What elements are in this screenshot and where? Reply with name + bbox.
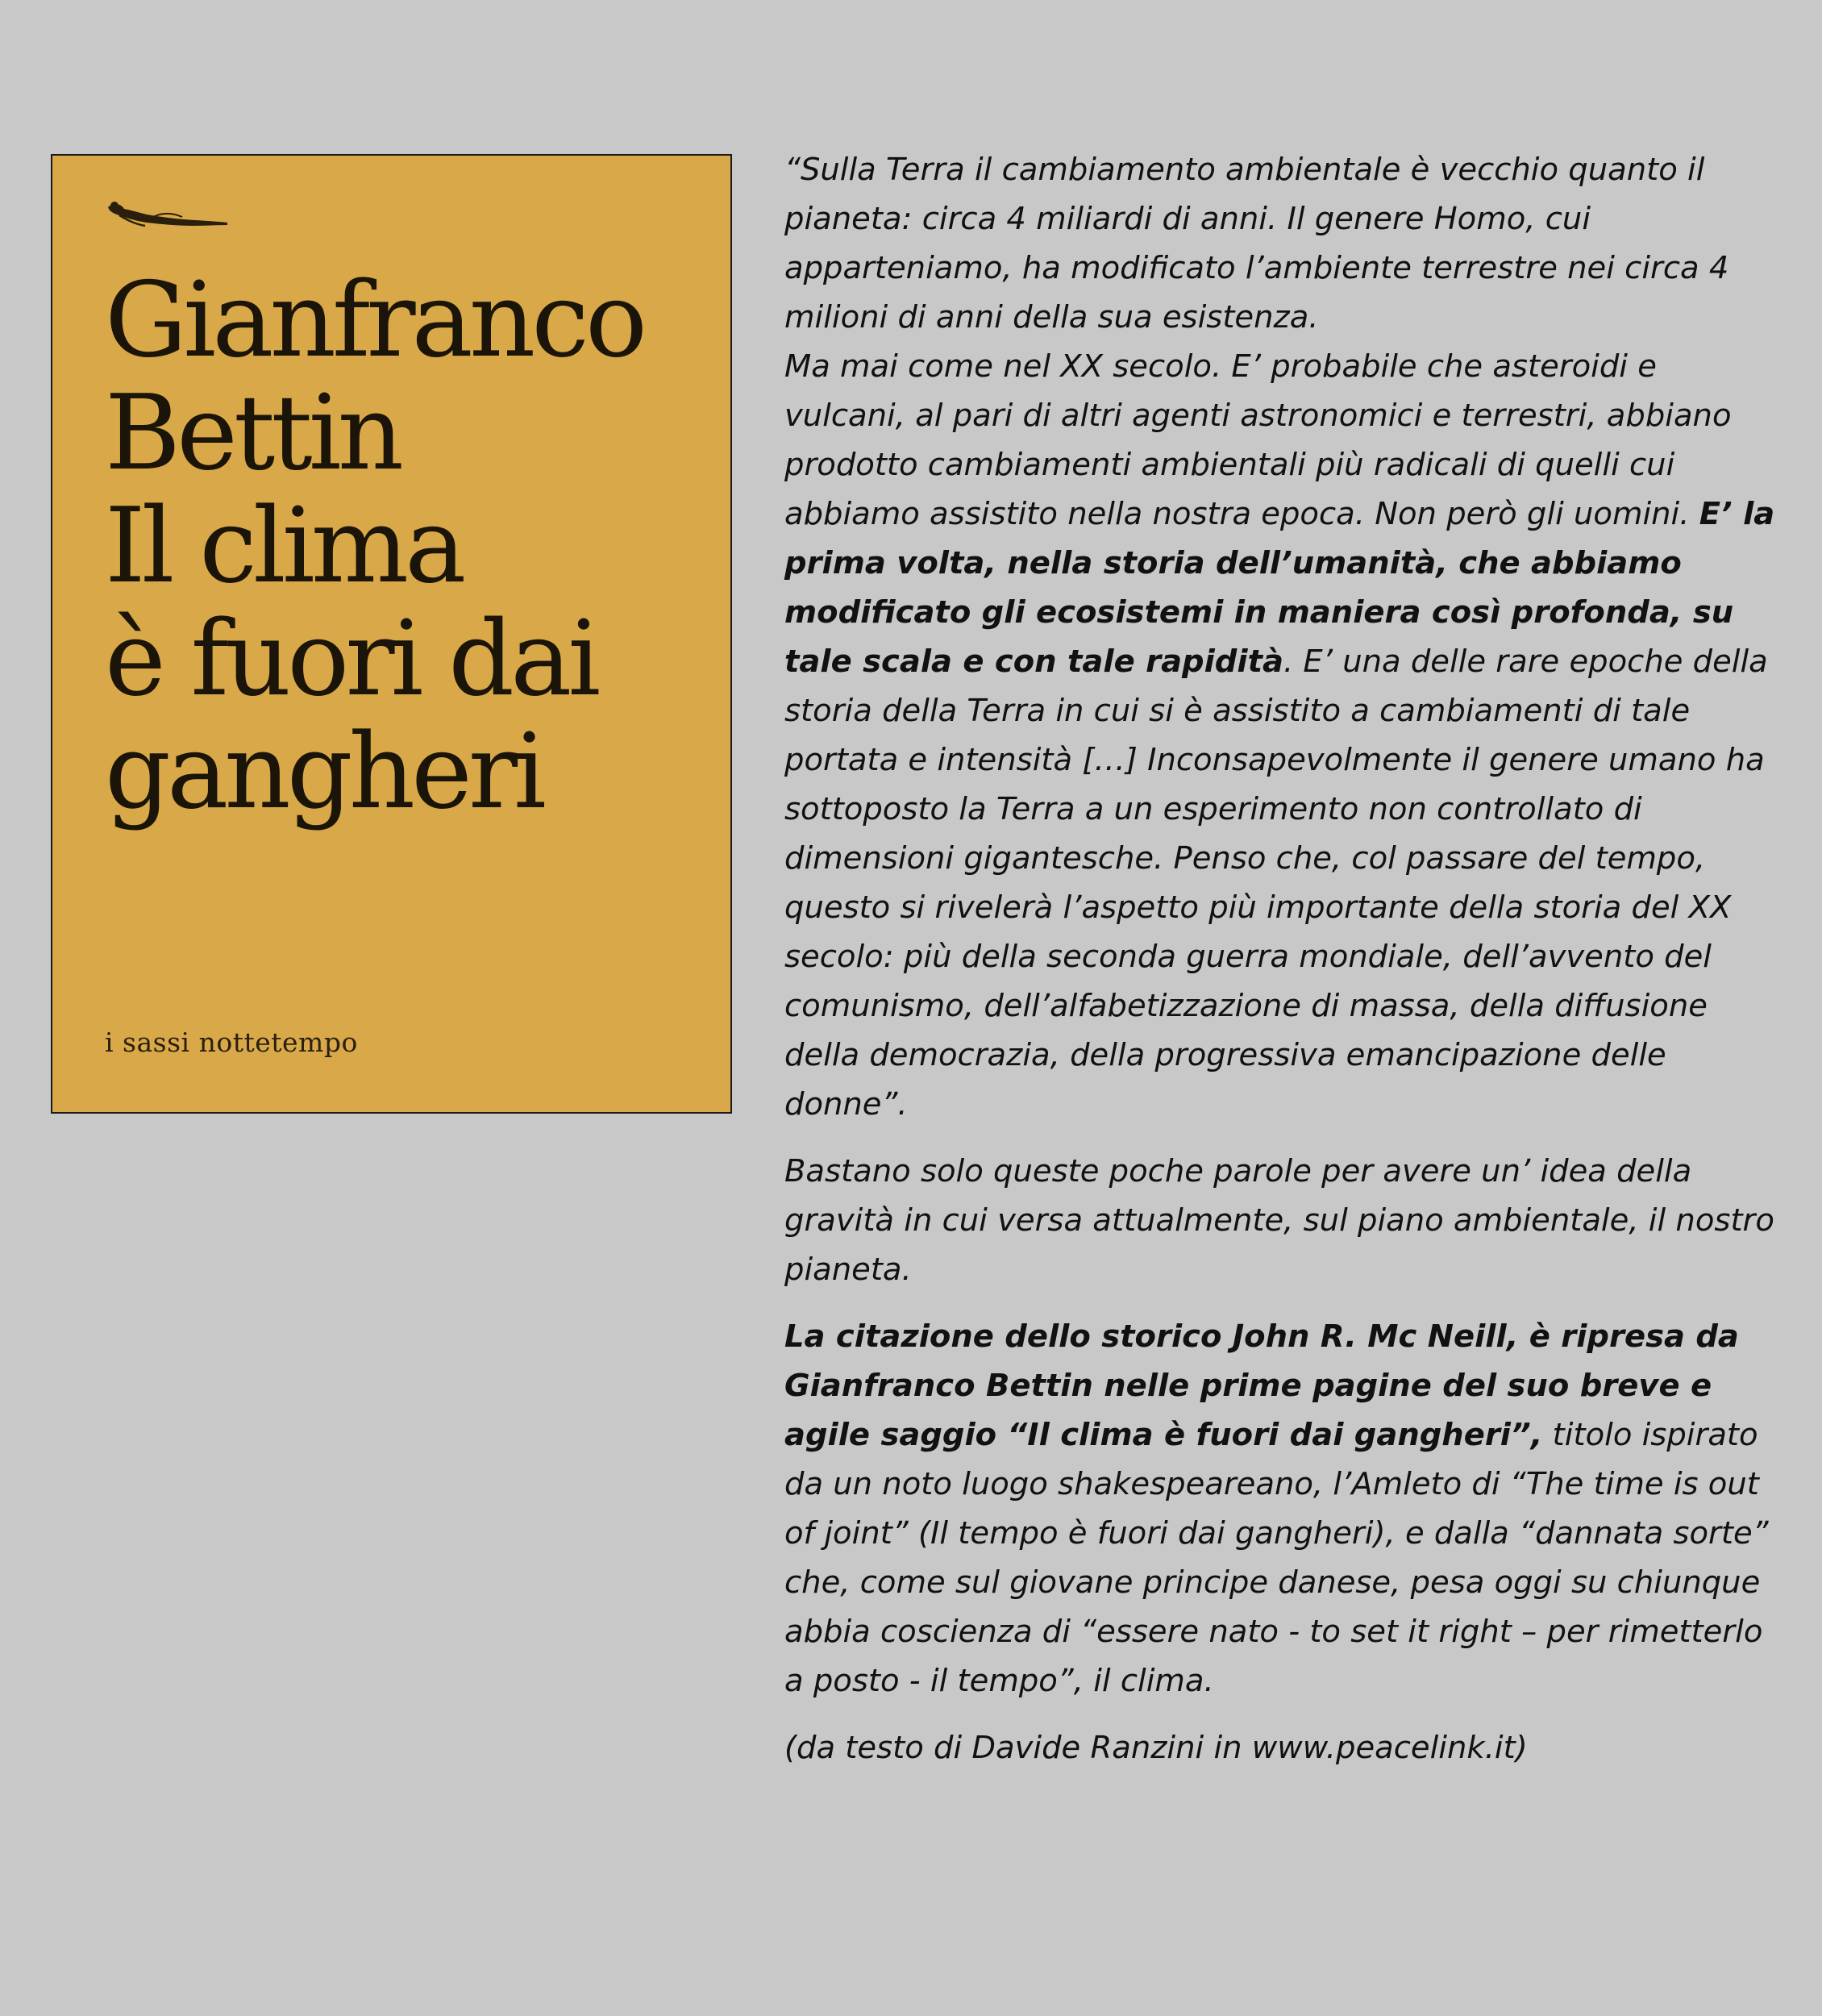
quote-end: . E’ una delle rare epoche della storia della Terra in cui si è assistito a cambiamenti di tale portata e intensità […] Inconsapevolmente il genere umano ha sottoposto la Terra a un esperimento non controllato di dimensioni gigantesche. Penso che, col passare del tempo, questo si rivelerà l’aspetto più importante della storia del XX secolo: più della seconda guerra mondiale, dell’avvento del comunismo, dell’alfabetizzazione di massa, della diffusione della democrazia, della progressiva emancipazione delle donne”. xyxy=(784,644,1768,1123)
quote-emphasis: E’ la prima volta, nella storia dell’umanità, che abbiamo modificato gli ecosistemi in maniera così profonda, su tale scala e con tale rapidità xyxy=(784,496,1775,680)
quote-middle: Ma mai come nel XX secolo. E’ probabile che asteroidi e vulcani, al pari di altri agenti astronomici e terrestri, abbiano prodotto cambiamenti ambientali più radicali di quelli cui abbiamo assistito nella nostra epoca. Non però gli uomini. xyxy=(784,348,1732,532)
book-paragraph xyxy=(784,1312,1776,1706)
quote-opening: “Sulla Terra il cambiamento ambientale è vecchio quanto il pianeta: circa 4 miliardi di anni. Il genere Homo, cui apparteniamo, ha modificato l’ambiente terrestre nei circa 4 milioni di anni della sua esistenza. xyxy=(784,152,1729,335)
cover-title-line: è fuori dai xyxy=(105,599,597,719)
cover-title-line: Gianfranco xyxy=(105,260,643,381)
cover-title-line: gangheri xyxy=(105,712,543,832)
reclining-figure-icon xyxy=(105,198,230,231)
cover-title-line: Bettin xyxy=(105,373,401,494)
book-cover xyxy=(51,154,732,1114)
book-paragraph-rest: titolo ispirato da un noto luogo shakespeareano, l’Amleto di “The time is out of joint” (Il tempo è fuori dai gangheri), e dalla “dannata sorte” che, come sul giovane principe danese, pesa oggi su chiunque abbia coscienza di “essere nato - to set it right – per rimetterlo a posto - il tempo”, il clima. xyxy=(784,1417,1769,1699)
cover-publisher: i sassi nottetempo xyxy=(105,1027,358,1058)
article-text xyxy=(784,145,1776,1772)
book-paragraph-lead: La citazione dello storico John R. Mc Neill, è ripresa da Gianfranco Bettin nelle prime pagine del suo breve e agile saggio “Il clima è fuori dai gangheri”, xyxy=(784,1318,1739,1453)
cover-title-line: Il clima xyxy=(105,486,463,606)
quote-paragraph xyxy=(784,145,1776,1129)
cover-title xyxy=(105,260,726,832)
source-credit: (da testo di Davide Ranzini in www.peacelink.it) xyxy=(784,1730,1528,1766)
comment-paragraph: Bastano solo queste poche parole per avere un’ idea della gravità in cui versa attualmente, sul piano ambientale, il nostro pianeta. xyxy=(784,1153,1774,1288)
